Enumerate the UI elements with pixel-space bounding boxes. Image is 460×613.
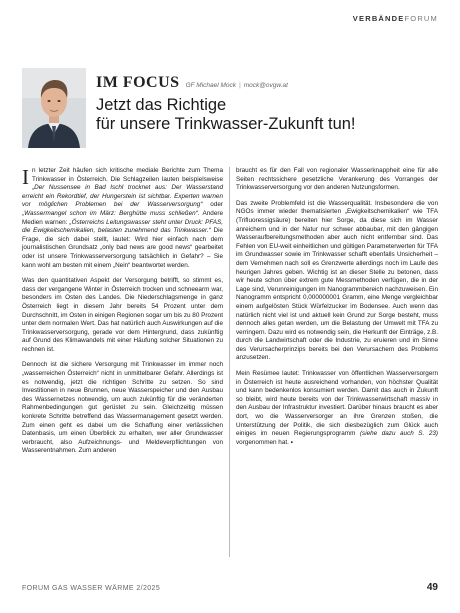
paragraph: Dennoch ist die sichere Versorgung mit Trinkwasser im immer noch „wasserreichen Österreich“ nicht in unmittelbarer Gefahr. Allerdings ist es notwendig, jetzt die richtigen Schritte zu setzen. So sind Investitionen in neue Brunnen, neue Wasserspeicher und den Ausbau des Wassernetzes notwendig, um auch zukünftig für die veränderten Rahmenbedingungen gut gerüstet zu sein. Gleichzeitig müssen konkrete Schritte betreffend das Wassermanagement gesetzt werden. Zum einen geht es dabei um die Schaffung einer verlässlichen Datenbasis, um einen Überblick zu erhalten, wer aller Grundwasser verbraucht, also Aufzeichnungs- und Meldeverpflichtungen von Wasserentnahmen. Zum anderen <box>22 361 223 455</box>
article-column-left <box>22 167 223 463</box>
column-divider <box>229 167 230 557</box>
publication-name: FORUM GAS WASSER WÄRME 2/2025 <box>22 585 161 592</box>
focus-title: IM FOCUS <box>96 74 180 91</box>
paragraph: Das zweite Problemfeld ist die Wasserqualität. Insbesondere die von NGOs immer wieder thematisierten „Ewigkeitschemikalien“ wie TFA (Trifluoressigsäure) bereiten hier Sorge, da diese sich im Wasser anreichern und in der Natur nur schwer abbaubar, mit den gängigen Wasseraufbereitungsmethoden aber auch nicht entfernbar sind. Das Fehlen von EU-weit einheitlichen und gültigen Parameterwerten für TFA im Grundwasser sowie im Trinkwasser schafft ebenfalls Unsicherheit – dem Vernehmen nach soll es Grenzwerte allerdings noch im Laufe des heurigen Jahres geben. Wichtig ist an dieser Stelle zu betonen, dass wir heute schon über extrem gute Messmethoden verfügen, die in der Lage sind, Verunreinigungen im Nanogrammbereich nachzuweisen. Ein Nanogramm entspricht 0,000000001 Gramm, eine Menge vergleichbar einem aufgelösten Stück Würfelzucker im Bodensee. Auch wenn das natürlich nicht viel ist und aktuell kein Grund zur Sorge besteht, muss dennoch alles getan werden, um die Belastung der Umwelt mit TFA zu verringern. Dazu wird es notwendig sein, die Herkunft der Einträge, z.B. durch die Landwirtschaft oder die Industrie, zu eruieren und im Sinne des Verursacherprinzips bereits bei den Verursachern des Problems anzusetzen. <box>236 199 438 362</box>
focus-header <box>96 74 288 92</box>
section-label <box>353 14 438 23</box>
quote: „Der Nussensee in Bad Ischl trocknet aus: Der Wasserstand erreicht ein Rekordtief, der Hungerstein ist sichtbar. Experten warnen vor möglichen Problemen bei der Wasserversorgung“ <box>22 184 223 209</box>
article-column-right <box>236 167 438 454</box>
author-portrait <box>22 68 86 148</box>
text-run: Mein Resümee lautet: Trinkwasser von öffentlichen Wasserversorgern in Österreich ist heute ausreichend vorhanden, von höchster Qualität und kann bedenkenlos konsumiert werden. Damit das auch in Zukunft so bleibt, wird heute bereits von der Trinkwasserwirtschaft massiv in den Ausbau der Infrastruktur investiert. Darüber hinaus braucht es aber dort, wo die Wasserversorger an ihre Grenzen stoßen, die Unterstützung der Politik, die sich diesbezüglich zum Glück auch einiges im neuen Regierungsprogramm <box>236 370 438 438</box>
text-run: vorgenommen hat. ▪ <box>236 438 293 446</box>
headline-line-1: Jetzt das Richtige <box>96 96 227 114</box>
paragraph: Was den quantitativen Aspekt der Versorgung betrifft, so stimmt es, dass der vergangene Winter in Österreich trocken und schneearm war, besonders im Osten des Landes. Die Niederschlagsmenge in ganz Österreich liegt in diesem Jahr bereits 54 Prozent unter dem Durchschnitt, im Osten in einigen Regionen sogar um bis zu 80 Prozent unter dem normalen Wert. Das hat natürlich auch Auswirkungen auf die Trinkwasserversorgung, gerade vor dem Hintergrund, dass zukünftig auf Grund des Klimawandels mit einer Häufung solcher Situationen zu rechnen ist. <box>22 277 223 353</box>
author-meta <box>186 82 288 89</box>
page-reference: (siehe dazu auch S. 23) <box>359 430 438 438</box>
drop-cap: I <box>22 165 29 189</box>
portrait-image <box>22 68 86 148</box>
paragraph <box>236 370 438 447</box>
text-run: Die Frage, die sich dabei stellt, lautet: Wird hier einfach nach dem journalistischen Grundsatz „only bad news are good news“ gearbeitet oder ist unsere Trinkwasserversorgung tatsächlich in Gefahr? – Sie kann wohl am besten mit einem „Nein“ beantwortet werden. <box>22 227 224 269</box>
text-run: . Andere Medien warnen: <box>22 209 223 226</box>
paragraph: braucht es für den Fall von regionaler Wasserknappheit eine für alle Seiten rechtssichere gesetzliche Verankerung des Vorranges der Trinkwasserversorgung vor den anderen Nutzungsformen. <box>236 167 438 192</box>
article-headline <box>96 96 356 134</box>
author-name: GF Michael Mock <box>185 82 237 89</box>
section-label-bold: VERBÄNDE <box>352 14 405 23</box>
meta-separator: | <box>239 82 241 89</box>
author-email[interactable]: mock@ovgw.at <box>243 82 288 89</box>
text-run: n letzter Zeit häufen sich kritische mediale Berichte zum Thema Trinkwasser in Österreich. Die Schlagzeilen lauten beispielsweise <box>32 167 223 183</box>
section-label-light: FORUM <box>404 14 438 23</box>
quote: „Wassermangel schon im März: Berghütte muss schließen“ <box>22 209 198 217</box>
paragraph <box>22 167 223 270</box>
text-run: oder <box>202 201 223 209</box>
quote: „Österreichs Leitungswasser steht unter Druck: PFAS, die Ewigkeitschemikalien, belasten zunehmend das Trinkwasser.“ <box>22 218 223 235</box>
headline-line-2: für unsere Trinkwasser-Zukunft tun! <box>96 115 356 133</box>
page-number: 49 <box>426 582 438 593</box>
